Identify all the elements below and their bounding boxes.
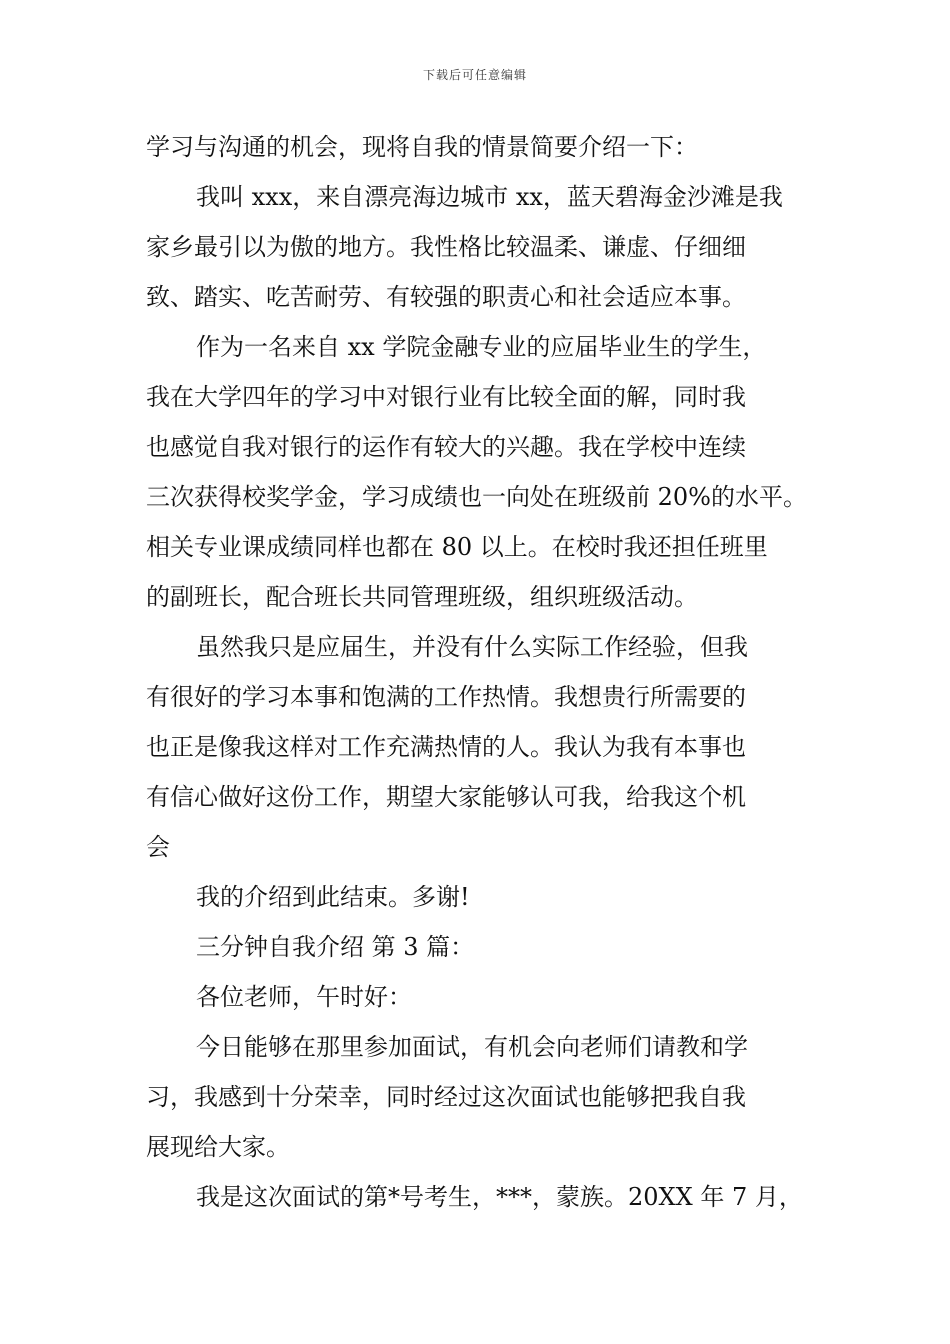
text-line: 我的介绍到此结束。多谢!	[196, 883, 470, 911]
text-line: 作为一名来自 xx 学院金融专业的应届毕业生的学生，	[196, 333, 767, 361]
text-line: 各位老师，午时好：	[196, 983, 412, 1011]
text-line: 致、踏实、吃苦耐劳、有较强的职责心和社会适应本事。	[146, 283, 746, 311]
text-line: 三分钟自我介绍 第 3 篇：	[196, 933, 475, 961]
text-line: 我叫 xxx，来自漂亮海边城市 xx，蓝天碧海金沙滩是我	[196, 183, 783, 211]
text-line: 虽然我只是应届生，并没有什么实际工作经验，但我	[196, 633, 748, 661]
page-header: 下载后可任意编辑	[422, 68, 527, 82]
text-line: 我在大学四年的学习中对银行业有比较全面的解，同时我	[146, 383, 746, 411]
text-line: 我是这次面试的第*号考生，***，蒙族。20XX 年 7 月，	[196, 1183, 803, 1211]
text-line: 展现给大家。	[146, 1133, 290, 1161]
text-line: 今日能够在那里参加面试，有机会向老师们请教和学	[196, 1033, 748, 1061]
text-line: 学习与沟通的机会，现将自我的情景简要介绍一下：	[146, 133, 698, 161]
text-line: 也感觉自我对银行的运作有较大的兴趣。我在学校中连续	[146, 433, 746, 461]
text-line: 的副班长，配合班长共同管理班级，组织班级活动。	[146, 583, 698, 611]
text-line: 也正是像我这样对工作充满热情的人。我认为我有本事也	[146, 733, 746, 761]
text-line: 相关专业课成绩同样也都在 80 以上。在校时我还担任班里	[146, 533, 768, 561]
text-line: 三次获得校奖学金，学习成绩也一向处在班级前 20%的水平。	[146, 483, 807, 511]
text-line: 家乡最引以为傲的地方。我性格比较温柔、谦虚、仔细细	[146, 233, 746, 261]
document-body	[146, 127, 836, 1227]
text-line: 有很好的学习本事和饱满的工作热情。我想贵行所需要的	[146, 683, 746, 711]
text-line: 有信心做好这份工作，期望大家能够认可我，给我这个机	[146, 783, 746, 811]
text-line: 会	[146, 833, 170, 861]
text-line: 习，我感到十分荣幸，同时经过这次面试也能够把我自我	[146, 1083, 746, 1111]
